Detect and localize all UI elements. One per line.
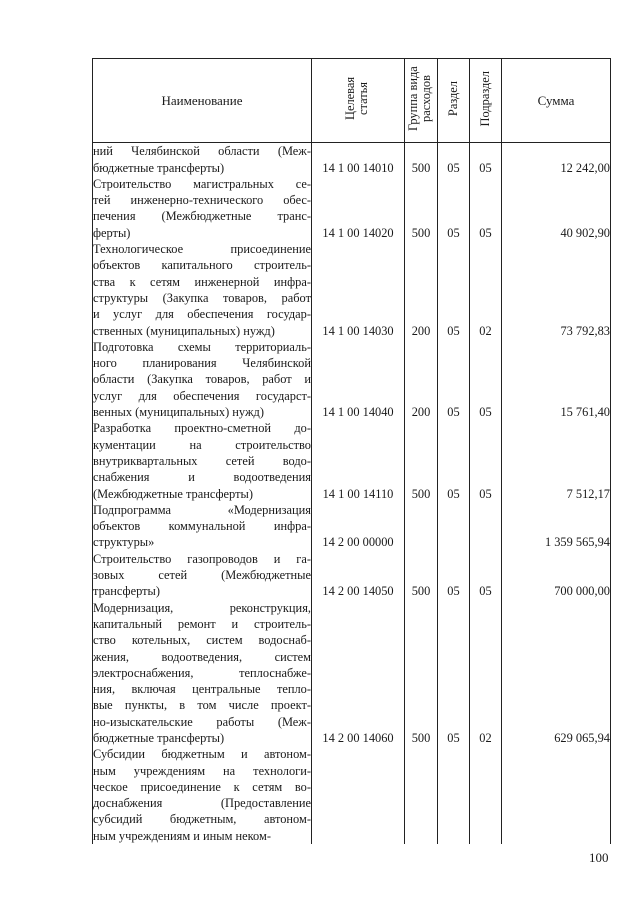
- row-name: [93, 551, 312, 600]
- table-row: [93, 420, 611, 501]
- row-name: [93, 339, 312, 420]
- row-group: 500: [405, 420, 438, 501]
- row-name-line: Подготовка схемы территориаль-: [93, 339, 311, 354]
- row-name: [93, 143, 312, 176]
- header-section: Раздел: [438, 59, 470, 143]
- row-sum: 12 242,00: [502, 143, 611, 176]
- row-name-line: ний Челябинской области (Меж-: [93, 144, 311, 159]
- row-section: [438, 502, 470, 551]
- row-section: 05: [438, 551, 470, 600]
- header-name: Наименование: [93, 59, 312, 143]
- row-name-line: ческое присоединение к сетям во-: [93, 779, 311, 794]
- row-article: 14 1 00 14040: [312, 339, 405, 420]
- row-article: 14 1 00 14020: [312, 176, 405, 241]
- row-name-line: ства к сетям инженерной инфра-: [93, 274, 311, 289]
- table-header-row: [93, 59, 611, 143]
- row-section: [438, 746, 470, 844]
- row-section: 05: [438, 600, 470, 747]
- header-target-article: Целевая статья: [312, 59, 405, 143]
- row-group: [405, 746, 438, 844]
- row-section: 05: [438, 143, 470, 176]
- row-name-line: капитальный ремонт и строитель-: [93, 616, 311, 631]
- row-name-line: печения (Межбюджетные транс-: [93, 209, 311, 224]
- row-article: 14 2 00 00000: [312, 502, 405, 551]
- row-subsection: 05: [470, 143, 502, 176]
- row-sum: 7 512,17: [502, 420, 611, 501]
- row-sum: 629 065,94: [502, 600, 611, 747]
- row-sum: 15 761,40: [502, 339, 611, 420]
- row-section: 05: [438, 339, 470, 420]
- header-sum: Сумма: [502, 59, 611, 143]
- row-name-line: но-изыскательские работы (Меж-: [93, 714, 311, 729]
- row-subsection: 05: [470, 420, 502, 501]
- row-article: 14 1 00 14110: [312, 420, 405, 501]
- row-name-line: объектов капитального строитель-: [93, 258, 311, 273]
- row-name-line: зовых сетей (Межбюджетные: [93, 568, 311, 583]
- row-name-line: Подпрограмма «Модернизация: [93, 502, 311, 517]
- row-sum: 73 792,83: [502, 241, 611, 339]
- row-name-line: жения, водоотведения, систем: [93, 649, 311, 664]
- row-subsection: 02: [470, 241, 502, 339]
- row-name: [93, 420, 312, 501]
- row-subsection: 05: [470, 551, 502, 600]
- row-article: 14 2 00 14050: [312, 551, 405, 600]
- row-name-line: Строительство газопроводов и га-: [93, 551, 311, 566]
- budget-table: [92, 58, 611, 844]
- row-name-line: услуг для обеспечения государст-: [93, 388, 311, 403]
- row-name-line: Разработка проектно-сметной до-: [93, 421, 311, 436]
- row-article: 14 1 00 14010: [312, 143, 405, 176]
- row-name-line: области (Закупка товаров, работ и: [93, 372, 311, 387]
- table-row: [93, 551, 611, 600]
- row-group: [405, 502, 438, 551]
- header-subsection: Подраздел: [470, 59, 502, 143]
- row-name-line: Технологическое присоединение: [93, 242, 311, 257]
- table-row: [93, 502, 611, 551]
- row-name-line: ным учреждениям и иным неком-: [93, 828, 271, 843]
- row-name: [93, 600, 312, 747]
- table-row: [93, 241, 611, 339]
- table-row: [93, 339, 611, 420]
- row-sum: 40 902,90: [502, 176, 611, 241]
- row-name-line: (Межбюджетные трансферты): [93, 486, 253, 501]
- row-name: [93, 241, 312, 339]
- row-name: [93, 502, 312, 551]
- row-group: 500: [405, 600, 438, 747]
- table-row: [93, 746, 611, 844]
- row-name-line: ния, включая центральные тепло-: [93, 682, 311, 697]
- row-section: 05: [438, 176, 470, 241]
- row-name-line: вые пункты, в том числе проект-: [93, 698, 311, 713]
- row-sum: 700 000,00: [502, 551, 611, 600]
- row-group: 200: [405, 241, 438, 339]
- row-name-line: ферты): [93, 225, 131, 240]
- row-name: [93, 746, 312, 844]
- row-name-line: Субсидии бюджетным и автоном-: [93, 747, 311, 762]
- row-name-line: трансферты): [93, 584, 160, 599]
- row-group: 500: [405, 551, 438, 600]
- row-name-line: внутриквартальных сетей водо-: [93, 453, 311, 468]
- row-subsection: [470, 746, 502, 844]
- page-number: 100: [589, 850, 609, 865]
- row-name-line: ственных (муниципальных) нужд): [93, 323, 275, 338]
- row-name-line: бюджетные трансферты): [93, 730, 225, 745]
- row-name-line: Модернизация, реконструкция,: [93, 600, 311, 615]
- row-sum: [502, 746, 611, 844]
- table-row: [93, 600, 611, 747]
- row-name-line: тей инженерно-технического обес-: [93, 193, 311, 208]
- row-name-line: ство котельных, систем водоснаб-: [93, 633, 311, 648]
- row-name-line: снабжения и водоотведения: [93, 470, 311, 485]
- row-name-line: структуры»: [93, 535, 155, 550]
- row-article: 14 1 00 14030: [312, 241, 405, 339]
- row-name-line: структуры (Закупка товаров, работ: [93, 290, 311, 305]
- row-name-line: ного планирования Челябинской: [93, 356, 311, 371]
- row-group: 200: [405, 339, 438, 420]
- row-group: 500: [405, 143, 438, 176]
- row-name-line: доснабжения (Предоставление: [93, 796, 311, 811]
- row-section: 05: [438, 241, 470, 339]
- row-name-line: венных (муниципальных) нужд): [93, 405, 264, 420]
- row-name-line: кументации на строительство: [93, 437, 311, 452]
- row-subsection: [470, 502, 502, 551]
- row-article: [312, 746, 405, 844]
- row-sum: 1 359 565,94: [502, 502, 611, 551]
- row-article: 14 2 00 14060: [312, 600, 405, 747]
- row-group: 500: [405, 176, 438, 241]
- row-name-line: Строительство магистральных се-: [93, 176, 311, 191]
- row-section: 05: [438, 420, 470, 501]
- table-row: [93, 143, 611, 176]
- row-name-line: ным учреждениям на технологи-: [93, 763, 311, 778]
- row-name-line: субсидий бюджетным, автоном-: [93, 812, 311, 827]
- row-name-line: и услуг для обеспечения государ-: [93, 307, 311, 322]
- row-subsection: 02: [470, 600, 502, 747]
- header-expense-group: Группа вида расходов: [405, 59, 438, 143]
- table-row: [93, 176, 611, 241]
- row-subsection: 05: [470, 339, 502, 420]
- row-name-line: объектов коммунальной инфра-: [93, 519, 311, 534]
- row-name-line: электроснабжения, теплоснабже-: [93, 665, 311, 680]
- row-name-line: бюджетные трансферты): [93, 160, 225, 175]
- row-name: [93, 176, 312, 241]
- row-subsection: 05: [470, 176, 502, 241]
